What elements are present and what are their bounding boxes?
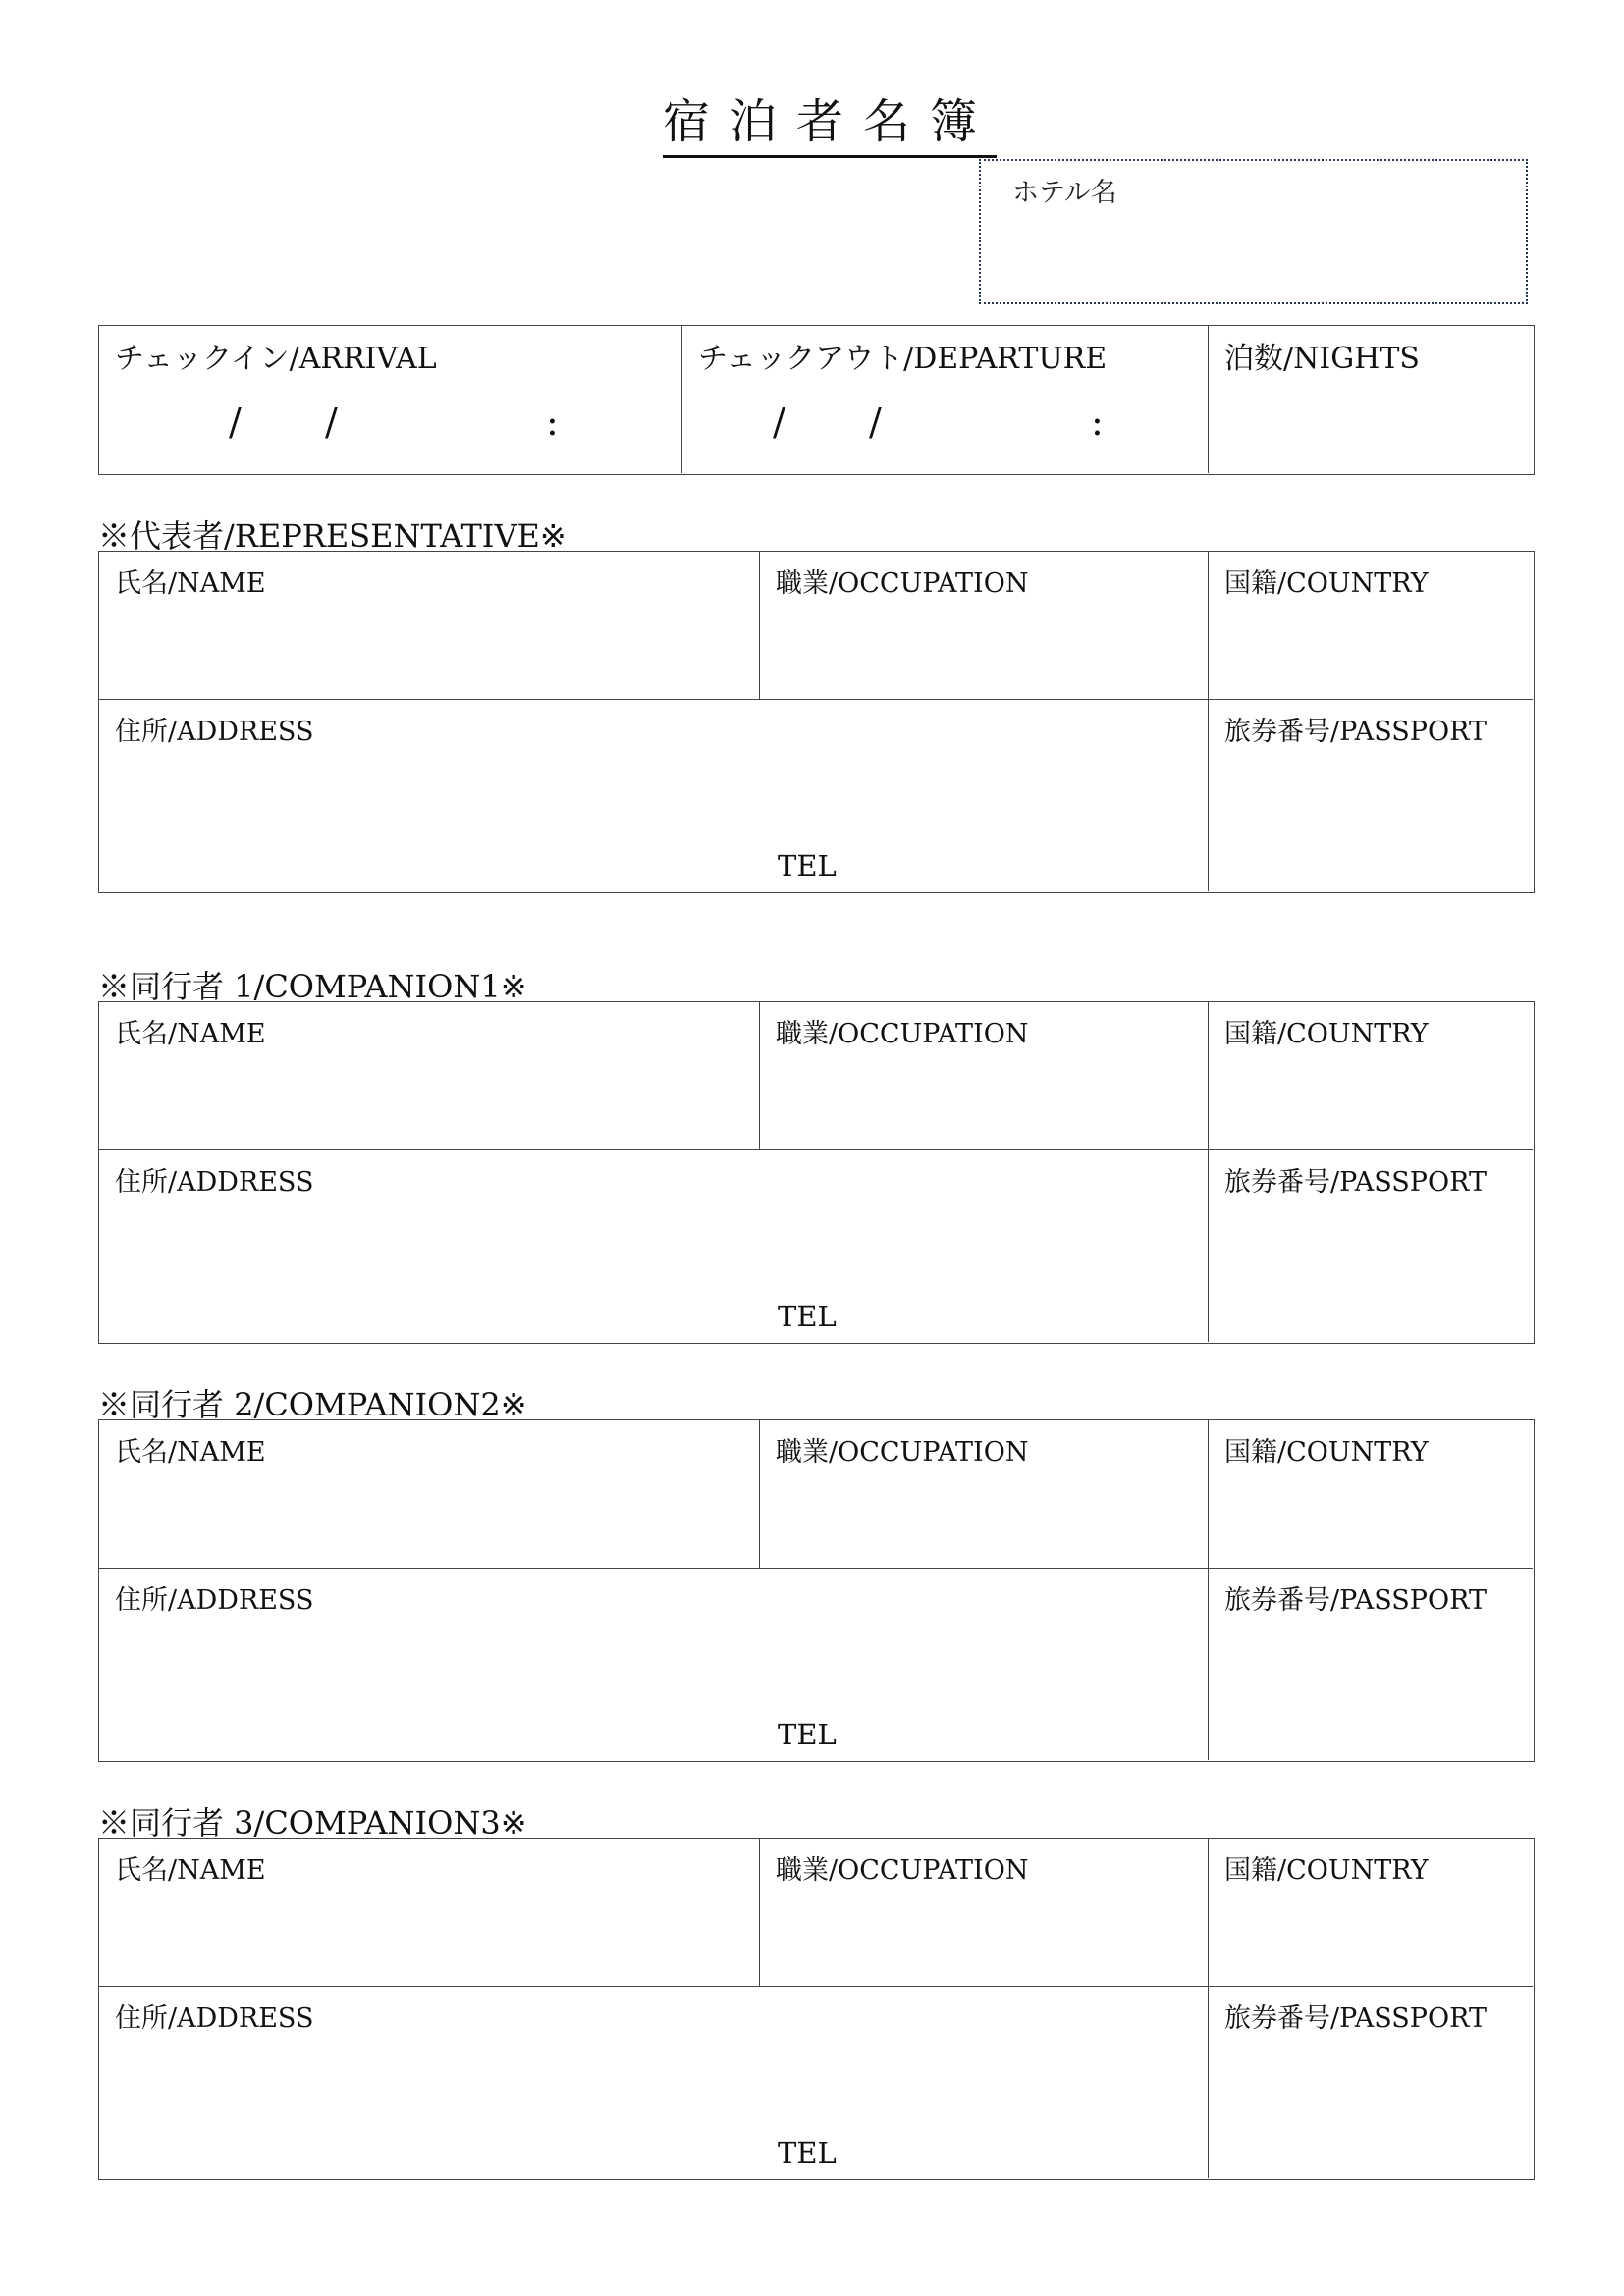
address-field[interactable] (99, 700, 1209, 891)
country-field[interactable] (1209, 1839, 1533, 1987)
name-field[interactable] (99, 1839, 760, 1987)
passport-field[interactable] (1209, 1987, 1533, 2178)
country-label: 国籍/COUNTRY (1224, 568, 1429, 599)
arrival-date-separator-2: / (325, 400, 338, 444)
nights-field[interactable] (1209, 326, 1533, 473)
arrival-time-separator: : (546, 400, 559, 444)
section-heading: ※同行者 3/COMPANION3※ (98, 1804, 527, 1842)
arrival-date-separator-1: / (229, 400, 242, 444)
occupation-field[interactable] (760, 1002, 1209, 1150)
arrival-field[interactable] (99, 326, 682, 473)
hotel-name-field[interactable] (979, 159, 1528, 304)
occupation-field[interactable] (760, 1839, 1209, 1987)
nights-label: 泊数/NIGHTS (1224, 342, 1420, 376)
passport-field[interactable] (1209, 1569, 1533, 1760)
passport-label: 旅券番号/PASSPORT (1224, 2003, 1487, 2034)
name-field[interactable] (99, 1002, 760, 1150)
country-field[interactable] (1209, 1002, 1533, 1150)
tel-label: TEL (778, 1300, 837, 1333)
name-label: 氏名/NAME (115, 1437, 266, 1468)
address-label: 住所/ADDRESS (115, 1585, 314, 1616)
guest-table (98, 1001, 1535, 1344)
departure-label: チェックアウト/DEPARTURE (698, 342, 1108, 376)
departure-date-separator-2: / (869, 400, 882, 444)
name-field[interactable] (99, 1420, 760, 1569)
occupation-label: 職業/OCCUPATION (776, 1019, 1029, 1049)
departure-field[interactable] (682, 326, 1209, 473)
passport-field[interactable] (1209, 700, 1533, 891)
departure-date-separator-1: / (773, 400, 785, 444)
section-heading: ※代表者/REPRESENTATIVE※ (98, 517, 567, 555)
occupation-label: 職業/OCCUPATION (776, 568, 1029, 599)
passport-label: 旅券番号/PASSPORT (1224, 717, 1487, 747)
tel-label: TEL (778, 2136, 837, 2169)
arrival-label: チェックイン/ARRIVAL (115, 342, 437, 376)
address-field[interactable] (99, 1569, 1209, 1760)
address-label: 住所/ADDRESS (115, 1167, 314, 1198)
country-label: 国籍/COUNTRY (1224, 1019, 1429, 1049)
guest-table (98, 551, 1535, 893)
section-heading: ※同行者 1/COMPANION1※ (98, 968, 527, 1005)
address-label: 住所/ADDRESS (115, 717, 314, 747)
stay-table (98, 325, 1535, 475)
address-field[interactable] (99, 1987, 1209, 2178)
occupation-label: 職業/OCCUPATION (776, 1437, 1029, 1468)
tel-label: TEL (778, 849, 837, 882)
country-field[interactable] (1209, 1420, 1533, 1569)
guest-table (98, 1419, 1535, 1762)
name-label: 氏名/NAME (115, 1855, 266, 1886)
country-label: 国籍/COUNTRY (1224, 1437, 1429, 1468)
name-label: 氏名/NAME (115, 1019, 266, 1049)
tel-label: TEL (778, 1718, 837, 1751)
occupation-field[interactable] (760, 1420, 1209, 1569)
section-heading: ※同行者 2/COMPANION2※ (98, 1386, 527, 1423)
occupation-field[interactable] (760, 552, 1209, 700)
guest-table (98, 1838, 1535, 2180)
occupation-label: 職業/OCCUPATION (776, 1855, 1029, 1886)
country-field[interactable] (1209, 552, 1533, 700)
departure-time-separator: : (1091, 400, 1104, 444)
hotel-name-label: ホテル名 (1012, 178, 1117, 208)
passport-field[interactable] (1209, 1150, 1533, 1342)
country-label: 国籍/COUNTRY (1224, 1855, 1429, 1886)
passport-label: 旅券番号/PASSPORT (1224, 1167, 1487, 1198)
name-field[interactable] (99, 552, 760, 700)
passport-label: 旅券番号/PASSPORT (1224, 1585, 1487, 1616)
page-title: 宿泊者名簿 (663, 90, 997, 158)
address-field[interactable] (99, 1150, 1209, 1342)
name-label: 氏名/NAME (115, 568, 266, 599)
address-label: 住所/ADDRESS (115, 2003, 314, 2034)
